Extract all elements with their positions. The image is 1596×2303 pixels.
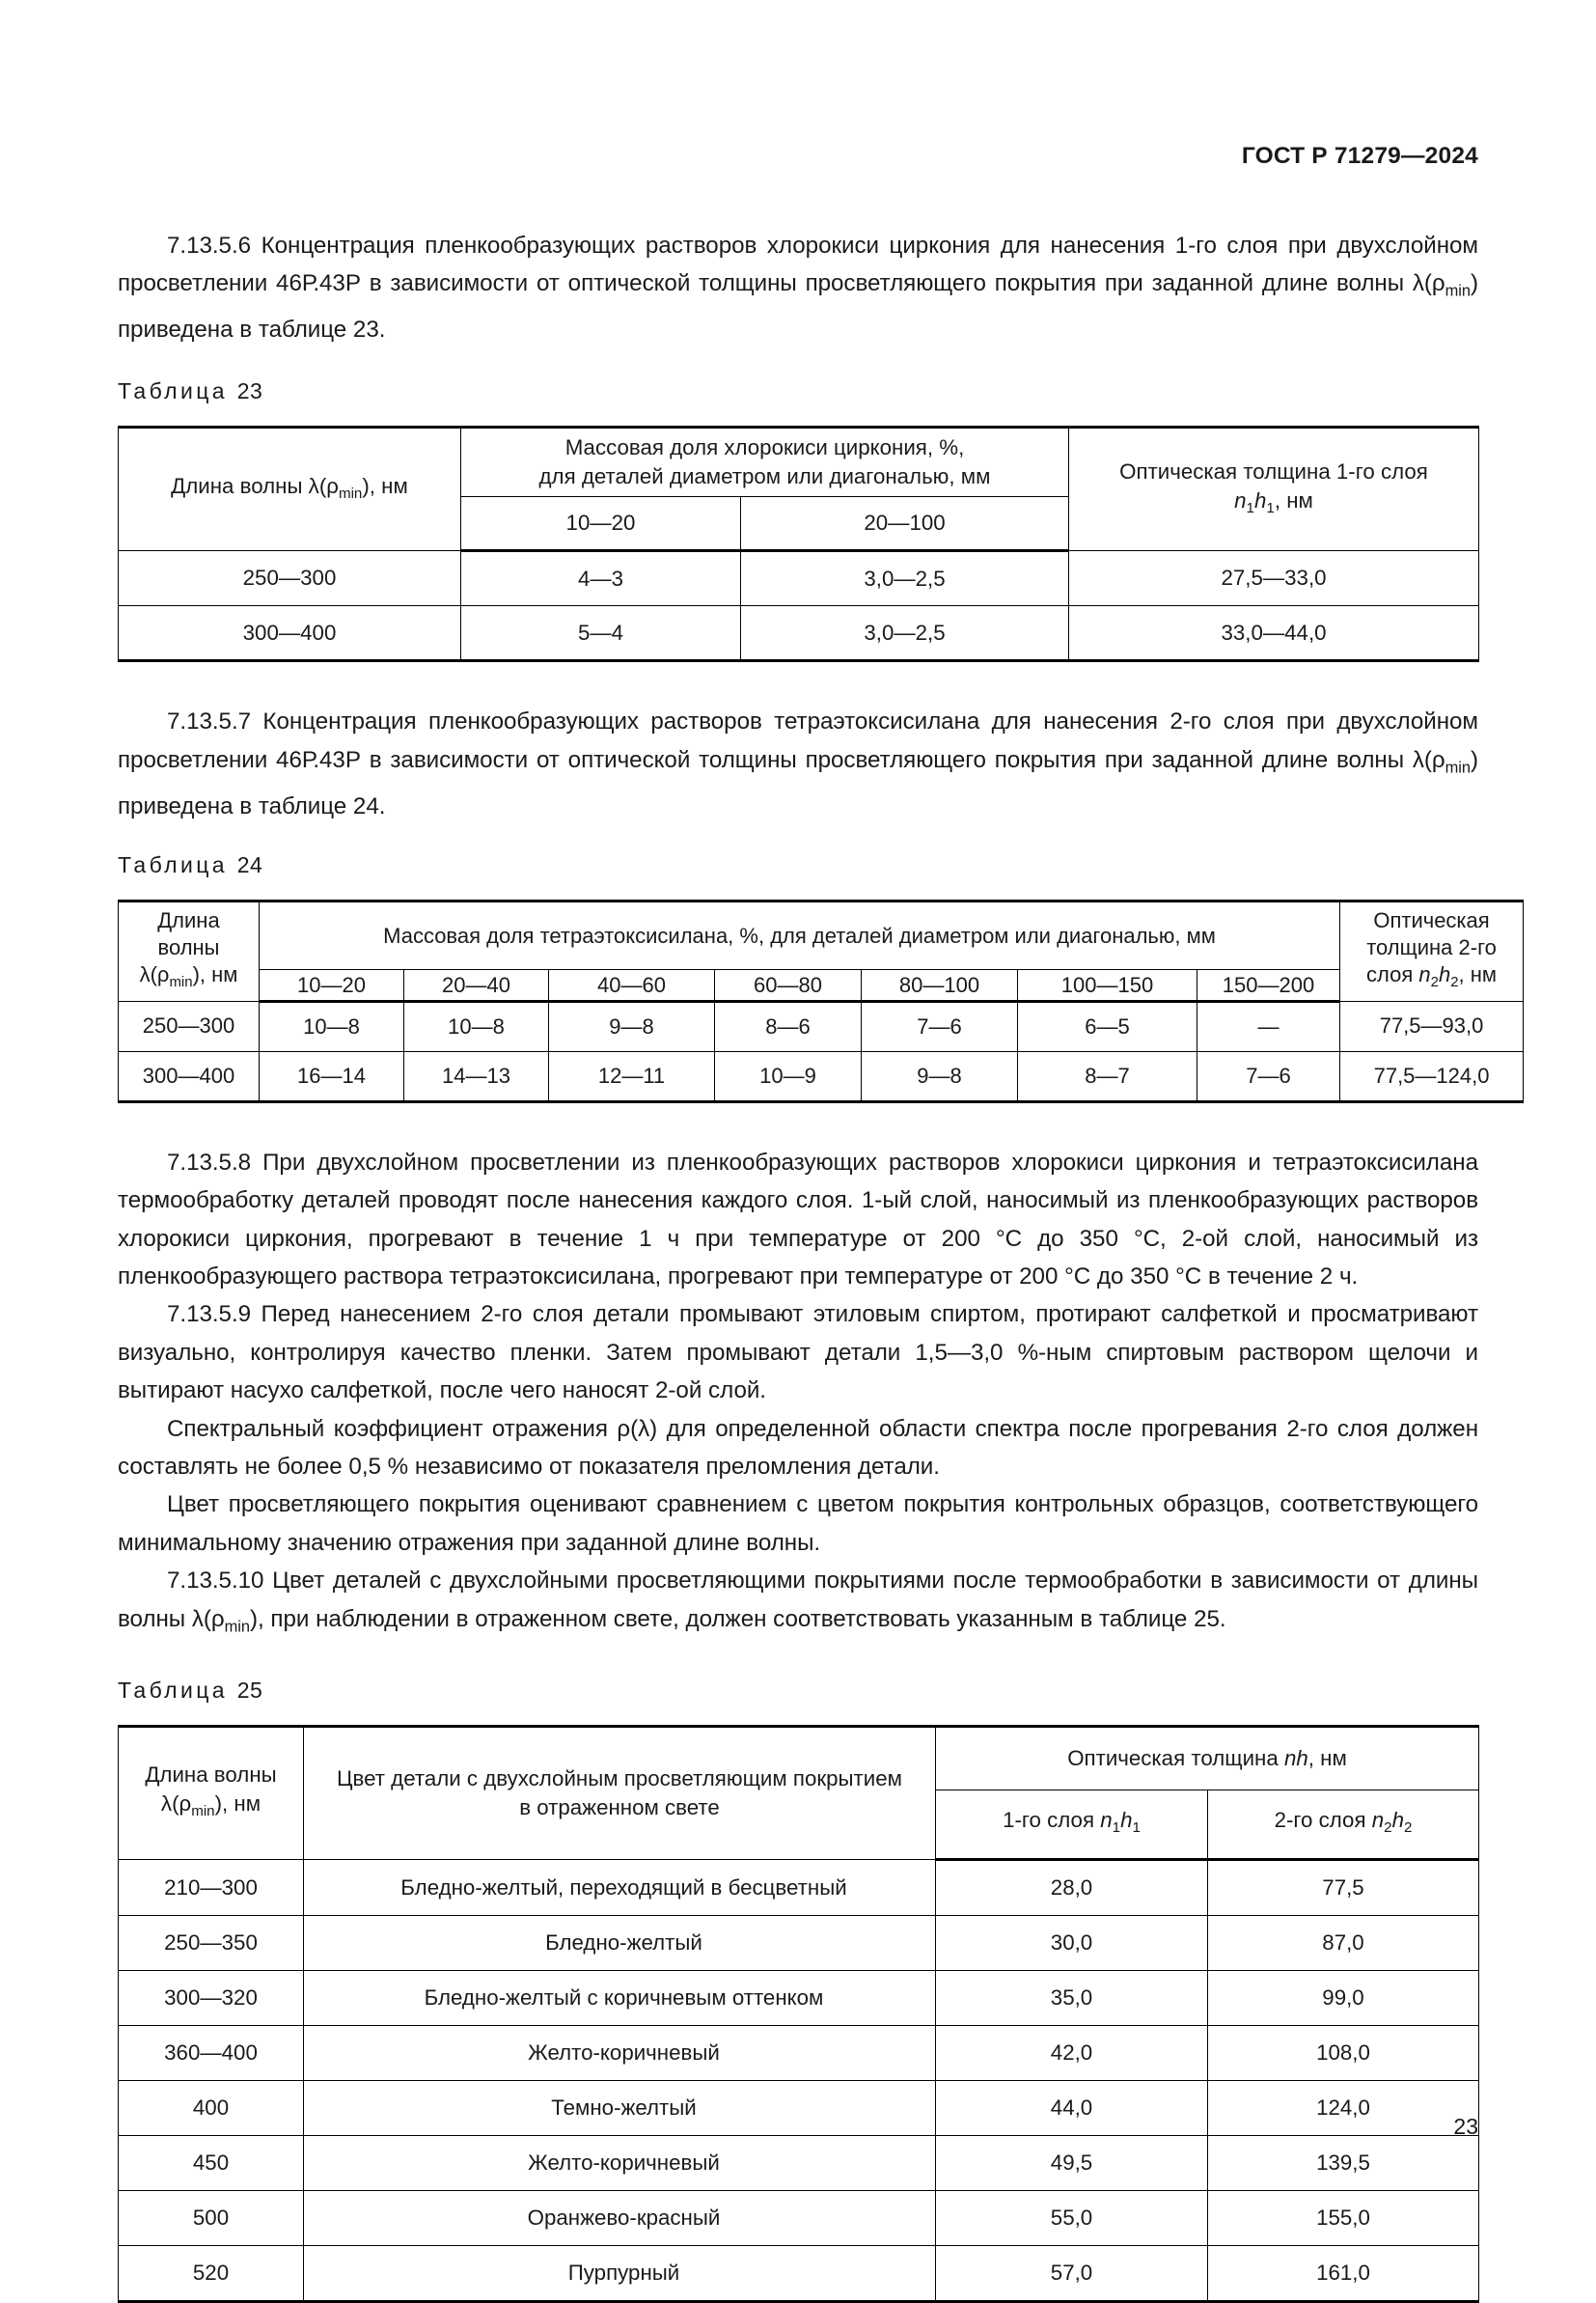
- table-25-cell-layer2: 155,0: [1208, 2191, 1479, 2246]
- table-25-header-layer1-n: n: [1100, 1808, 1113, 1833]
- table-24-cell-thickness: 77,5—124,0: [1340, 1051, 1524, 1101]
- table-25-cell-layer1: 35,0: [936, 1971, 1208, 2026]
- table-25-header-color-line2: в отраженном свете: [519, 1795, 720, 1820]
- table-25-cell-wavelength: 250—350: [119, 1916, 304, 1971]
- table-25-cell-wavelength: 520: [119, 2246, 304, 2302]
- table-24-cell-value-6: 7—6: [1197, 1051, 1340, 1101]
- table-23-cell-d20-100: 3,0—2,5: [741, 551, 1069, 606]
- subscript-min: min: [1445, 282, 1471, 300]
- table-23-header-mass-fraction-line2: для деталей диаметром или диагональю, мм: [538, 464, 991, 489]
- table-row: [119, 2026, 1479, 2081]
- table-23-cell-d20-100: 3,0—2,5: [741, 606, 1069, 661]
- table-24-header-n: n: [1418, 961, 1431, 986]
- table-25-cell-layer2: 108,0: [1208, 2026, 1479, 2081]
- table-24-header-diam-5: 100—150: [1018, 970, 1197, 1001]
- table-24-cell-wavelength: 300—400: [119, 1051, 260, 1101]
- paragraph-7-13-5-6-text: 7.13.5.6 Концентрация пленкообразующих растворов хлорокиси циркония для нанесения 1-го слоя при двухслойном просветлении 46Р.43Р в зависимости от оптической толщины просветляющего покрытия при заданной длине волны λ(ρ: [118, 233, 1478, 297]
- table-25-cell-color-label: Оранжево-красный: [527, 2206, 721, 2231]
- table-24-header-optical-thickness: [1340, 901, 1524, 1001]
- paragraph-7-13-5-6: [118, 227, 1478, 348]
- table-23-header-h: h: [1253, 487, 1267, 513]
- table-25-cell-color: [304, 2246, 936, 2302]
- table-24-header-wavelength-line2: волны: [157, 934, 220, 959]
- paragraph-7-13-5-10-tail: ), при наблюдении в отраженном свете, должен соответствовать указанным в таблице 25.: [249, 1605, 1226, 1632]
- table-23-header-optical-thickness: [1069, 428, 1479, 551]
- table-25-cell-wavelength: 450: [119, 2136, 304, 2191]
- table-25-cell-color: [304, 1916, 936, 1971]
- table-25-header-layer2-prefix: 2-го слоя: [1274, 1808, 1372, 1833]
- table-25-cell-color: [304, 1860, 936, 1916]
- table-24-cell-thickness: 77,5—93,0: [1340, 1001, 1524, 1051]
- table-24-cell-value-5: 6—5: [1018, 1001, 1197, 1051]
- table-24-cell-value-0: 10—8: [260, 1001, 404, 1051]
- table-23-header-row-1: [119, 428, 1479, 497]
- table-25-header-layer2-n: n: [1371, 1808, 1385, 1833]
- table-24-header-row-1: [119, 901, 1524, 969]
- table-25-header-thickness-prefix: Оптическая толщина: [1067, 1746, 1284, 1771]
- table-25-header-nh: nh: [1283, 1746, 1308, 1771]
- table-24-cell-value-4: 7—6: [862, 1001, 1018, 1051]
- table-24-header-diam-1: 20—40: [404, 970, 549, 1001]
- table-23-cell-wavelength: 250—300: [119, 551, 461, 606]
- table-row: [119, 2136, 1479, 2191]
- table-25-cell-layer1: 42,0: [936, 2026, 1208, 2081]
- table-25-header-wavelength-lambda: λ(ρ: [160, 1791, 192, 1817]
- table-25-cell-layer1: 28,0: [936, 1860, 1208, 1916]
- table-23-caption-label: Таблица: [118, 378, 228, 404]
- table-25-cell-layer1: 49,5: [936, 2136, 1208, 2191]
- table-25-cell-color-label: Желто-коричневый: [528, 2040, 720, 2066]
- table-23-header-wavelength: [119, 428, 461, 551]
- table-23-header-wavelength-unit: ), нм: [362, 473, 408, 498]
- table-24-cell-value-5: 8—7: [1018, 1051, 1197, 1101]
- table-25-cell-wavelength: 400: [119, 2081, 304, 2136]
- table-23: [118, 426, 1479, 662]
- subscript-min: min: [338, 485, 363, 502]
- table-24-header-optical-thickness-prefix: слоя: [1366, 961, 1419, 986]
- table-25-header-color-line1: Цвет детали с двухслойным просветляющим покрытием: [337, 1766, 902, 1791]
- table-25-header-optical-thickness-group: [936, 1727, 1479, 1790]
- table-24-caption-label: Таблица: [118, 851, 228, 877]
- table-24: [118, 900, 1524, 1103]
- table-23-header-diam-20-100-label: 20—100: [864, 511, 946, 536]
- table-25-header-layer1-n-sub: 1: [1112, 1819, 1121, 1837]
- table-25-cell-layer1: 30,0: [936, 1916, 1208, 1971]
- table-24-caption: [118, 852, 1478, 878]
- subscript-min: min: [1445, 759, 1471, 777]
- table-23-cell-d10-20: 5—4: [461, 606, 741, 661]
- table-25-cell-layer2: 124,0: [1208, 2081, 1479, 2136]
- table-25-header-layer1-h: h: [1120, 1808, 1133, 1833]
- table-24-cell-wavelength: 250—300: [119, 1001, 260, 1051]
- table-23-caption: [118, 378, 1478, 404]
- table-23-header-h-sub: 1: [1266, 499, 1275, 516]
- table-row: [119, 2081, 1479, 2136]
- table-24-cell-value-3: 8—6: [715, 1001, 862, 1051]
- table-25-cell-color-label: Желто-коричневый: [528, 2150, 720, 2176]
- table-25-caption-number: 25: [236, 1678, 263, 1704]
- table-25-cell-layer2: 87,0: [1208, 1916, 1479, 1971]
- table-23-cell-d10-20: 4—3: [461, 551, 741, 606]
- table-24-cell-value-4: 9—8: [862, 1051, 1018, 1101]
- table-24-cell-value-0: 16—14: [260, 1051, 404, 1101]
- table-25-header-wavelength-line1: Длина волны: [145, 1762, 277, 1788]
- table-23-header-n-sub: 1: [1246, 499, 1254, 516]
- table-row: [119, 1051, 1524, 1101]
- table-24-header-diam-0: 10—20: [260, 970, 404, 1001]
- table-24-cell-value-1: 10—8: [404, 1001, 549, 1051]
- table-25-cell-layer1: 55,0: [936, 2191, 1208, 2246]
- table-24-header-row-2: [119, 970, 1524, 1001]
- table-24-header-n-sub: 2: [1430, 973, 1439, 990]
- table-25-cell-color: [304, 1971, 936, 2026]
- page-number: 23: [1453, 2114, 1478, 2139]
- paragraph-coating-color: Цвет просветляющего покрытия оценивают сравнением с цветом покрытия контрольных образцов, соответствующего минимальному значению отражения при заданной длине волны.: [118, 1491, 1478, 1556]
- table-25-cell-layer2: 139,5: [1208, 2136, 1479, 2191]
- table-25-header-color: [304, 1727, 936, 1860]
- table-25-header-layer1-prefix: 1-го слоя: [1003, 1808, 1101, 1833]
- table-24-header-mass-fraction-group: [260, 901, 1340, 969]
- table-25-cell-color-label: Бледно-желтый: [545, 1930, 702, 1956]
- table-25-cell-wavelength: 500: [119, 2191, 304, 2246]
- table-row: [119, 1860, 1479, 1916]
- table-23-cell-thickness: 27,5—33,0: [1069, 551, 1479, 606]
- table-24-header-wavelength-lambda: λ(ρ: [139, 961, 170, 986]
- table-row: [119, 2246, 1479, 2302]
- table-23-cell-thickness: 33,0—44,0: [1069, 606, 1479, 661]
- table-25-cell-color: [304, 2081, 936, 2136]
- table-23-header-mass-fraction-group: [461, 428, 1069, 497]
- table-25-header-layer2-h: h: [1391, 1808, 1404, 1833]
- table-24-header-diam-6: 150—200: [1197, 970, 1340, 1001]
- table-row: [119, 1971, 1479, 2026]
- table-25-cell-wavelength: 360—400: [119, 2026, 304, 2081]
- table-row: [119, 1916, 1479, 1971]
- table-25-header-layer2-n-sub: 2: [1384, 1819, 1392, 1837]
- table-23-header-optical-thickness-line1: Оптическая толщина 1-го слоя: [1119, 458, 1428, 484]
- table-24-header-wavelength: [119, 901, 260, 1001]
- paragraph-7-13-5-8: 7.13.5.8 При двухслойном просветлении из пленкообразующих растворов хлорокиси циркония и тетраэтоксисилана термообработку деталей проводят после нанесения каждого слоя. 1-ый слой, наносимый из пленкообразующих растворов хлорокиси циркония, прогревают в течение 1 ч при температуре от 200 °C до 350 °C, 2-ой слой, наносимый из пленкообразующего раствора тетраэтоксисилана, прогревают при температуре от 200 °C до 350 °C в течение 2 ч.: [118, 1149, 1478, 1290]
- table-25-cell-layer1: 57,0: [936, 2246, 1208, 2302]
- paragraph-7-13-5-7-text: 7.13.5.7 Концентрация пленкообразующих растворов тетраэтоксисилана для нанесения 2-го слоя при двухслойном просветлении 46Р.43Р в зависимости от оптической толщины просветляющего покрытия при заданной длине волны λ(ρ: [118, 708, 1478, 773]
- table-23-header-diam-10-20: [461, 497, 741, 551]
- table-23-header-mass-fraction-line1: Массовая доля хлорокиси циркония, %,: [564, 435, 965, 460]
- table-25-cell-layer2: 161,0: [1208, 2246, 1479, 2302]
- table-23-header-wavelength-text: Длина волны λ(ρ: [171, 473, 339, 498]
- subscript-min: min: [169, 973, 193, 990]
- table-24-header-h: h: [1438, 961, 1451, 986]
- table-24-cell-value-2: 12—11: [549, 1051, 715, 1101]
- table-25-cell-layer1: 44,0: [936, 2081, 1208, 2136]
- table-24-header-h-sub: 2: [1450, 973, 1459, 990]
- paragraph-7-13-5-10: [118, 1562, 1478, 1646]
- table-25-header-layer2: [1208, 1790, 1479, 1860]
- table-24-caption-number: 24: [236, 851, 263, 877]
- table-25-header-row-1: [119, 1727, 1479, 1790]
- table-23-header-diam-20-100: [741, 497, 1069, 551]
- table-24-cell-value-1: 14—13: [404, 1051, 549, 1101]
- table-24-header-diam-4: 80—100: [862, 970, 1018, 1001]
- table-row: [119, 1001, 1524, 1051]
- subscript-min: min: [191, 1803, 215, 1820]
- table-25-cell-color-label: Бледно-желтый с коричневым оттенком: [424, 1985, 824, 2011]
- document-standard-header: ГОСТ Р 71279—2024: [1241, 143, 1478, 169]
- table-23-cell-wavelength: 300—400: [119, 606, 461, 661]
- paragraph-7-13-5-7: [118, 703, 1478, 824]
- table-25-cell-color: [304, 2136, 936, 2191]
- table-25-cell-color-label: Бледно-желтый, переходящий в бесцветный: [400, 1874, 847, 1900]
- table-23-header-unit: , нм: [1274, 487, 1313, 513]
- table-23-header-n: n: [1234, 487, 1247, 513]
- table-25-header-wavelength-unit: ), нм: [214, 1791, 261, 1817]
- page-content: [118, 0, 1498, 2303]
- table-24-header-optical-thickness-line2: толщина 2-го: [1366, 934, 1497, 959]
- table-24-header-wavelength-unit: ), нм: [192, 961, 238, 986]
- table-24-cell-value-3: 10—9: [715, 1051, 862, 1101]
- table-25-cell-wavelength: 300—320: [119, 1971, 304, 2026]
- table-25-caption-label: Таблица: [118, 1678, 228, 1704]
- table-25: [118, 1725, 1479, 2303]
- paragraph-7-13-5-10-text: 7.13.5.10 Цвет деталей с двухслойными просветляющими покрытиями после термообработки в зависимости от длины волны λ(ρ: [118, 1568, 1478, 1632]
- table-24-header-mass-fraction-label: Массовая доля тетраэтоксисилана, %, для деталей диаметром или диагональю, мм: [383, 923, 1216, 948]
- table-25-header-layer2-h-sub: 2: [1403, 1819, 1413, 1837]
- table-24-header-diam-2: 40—60: [549, 970, 715, 1001]
- table-24-header-optical-thickness-line1: Оптическая: [1373, 907, 1490, 932]
- table-25-cell-color-label: Пурпурный: [567, 2261, 680, 2286]
- table-24-cell-value-2: 9—8: [549, 1001, 715, 1051]
- table-25-caption: [118, 1678, 1478, 1704]
- paragraph-7-13-5-6-tail: ) приведена в таблице 23.: [118, 270, 1478, 344]
- table-25-header-thickness-unit: , нм: [1307, 1746, 1347, 1771]
- table-row: [119, 551, 1479, 606]
- table-24-header-diam-3: 60—80: [715, 970, 862, 1001]
- table-23-header-diam-10-20-label: 10—20: [565, 511, 636, 536]
- table-25-cell-color: [304, 2026, 936, 2081]
- paragraph-7-13-5-9: 7.13.5.9 Перед нанесением 2-го слоя детали промывают этиловым спиртом, протирают салфеткой и просматривают визуально, контролируя качество пленки. Затем промывают детали 1,5—3,0 %-ным спиртовым раствором щелочи и вытирают насухо салфеткой, после чего наносят 2-ой слой.: [118, 1301, 1478, 1404]
- table-25-cell-color: [304, 2191, 936, 2246]
- subscript-min: min: [224, 1617, 250, 1635]
- paragraph-spectral-coefficient: Спектральный коэффициент отражения ρ(λ) для определенной области спектра после прогревания 2-го слоя должен составлять не более 0,5 % независимо от показателя преломления детали.: [118, 1415, 1478, 1480]
- table-25-header-layer1: [936, 1790, 1208, 1860]
- table-row: [119, 606, 1479, 661]
- table-25-cell-wavelength: 210—300: [119, 1860, 304, 1916]
- table-24-header-unit: , нм: [1458, 961, 1498, 986]
- paragraph-7-13-5-7-tail: ) приведена в таблице 24.: [118, 746, 1478, 819]
- table-24-cell-value-6: —: [1197, 1001, 1340, 1051]
- table-25-cell-layer2: 99,0: [1208, 1971, 1479, 2026]
- table-25-cell-layer2: 77,5: [1208, 1860, 1479, 1916]
- table-25-cell-color-label: Темно-желтый: [551, 2095, 697, 2121]
- table-23-caption-number: 23: [236, 378, 263, 404]
- table-25-header-layer1-h-sub: 1: [1132, 1819, 1141, 1837]
- table-24-header-wavelength-line1: Длина: [157, 907, 220, 932]
- table-row: [119, 2191, 1479, 2246]
- table-25-header-wavelength: [119, 1727, 304, 1860]
